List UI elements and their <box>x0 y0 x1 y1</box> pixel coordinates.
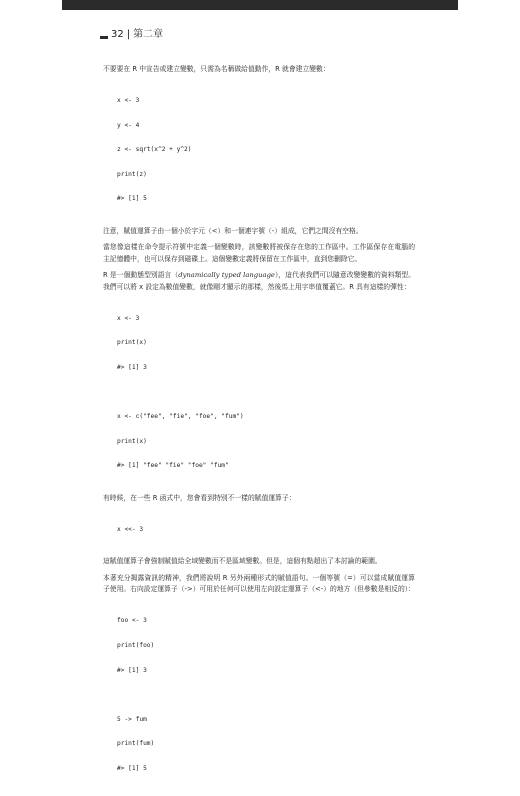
code-block-1 <box>117 81 415 220</box>
page-content <box>103 64 415 796</box>
code-line: #> [1] 5 <box>117 764 147 772</box>
code-line: x <- 3 <box>117 314 140 322</box>
code-line: print(x) <box>117 437 147 445</box>
code-line: #> [1] 3 <box>117 666 147 674</box>
code-line: print(z) <box>117 170 147 178</box>
code-line: #> [1] "fee" "fie" "foe" "fum" <box>117 462 229 470</box>
code-block-3 <box>117 509 415 550</box>
code-line <box>117 691 415 699</box>
paragraph-dynamic-typing <box>103 270 415 293</box>
code-line: print(fum) <box>117 740 155 748</box>
header-separator: | <box>126 29 131 40</box>
code-line <box>117 389 415 397</box>
dynamic-typing-text-end: ），這代表我們可以隨意改變變數的資料類型。我們可以將 x 設定為數值變數，就像剛才顯示的那樣，然後馬上用字串值覆蓋它。R 具有這樣的彈性： <box>103 271 415 291</box>
page-number: 32 <box>111 29 124 40</box>
code-line: #> [1] 3 <box>117 363 147 371</box>
code-line: print(foo) <box>117 641 155 649</box>
chapter-title: 第二章 <box>133 29 164 40</box>
code-line: y <- 4 <box>117 121 140 129</box>
paragraph-intro: 不要要在 R 中宣告或建立變數，只需為名稱做給值動作，R 就會建立變數： <box>103 65 330 73</box>
code-line: x <- 3 <box>117 96 140 104</box>
code-line: x <- c("fee", "fie", "foe", "fum") <box>117 413 244 421</box>
dynamic-typing-term: dynamically typed language <box>178 271 275 280</box>
paragraph-workspace: 當您像這樣在命令提示符號中定義一個變數時，該變數將被保存在您的工作區中。工作區保存在電腦的主記憶體中，也可以保存到磁碟上。這個變數定義將保留在工作區中，直到您刪除它。 <box>103 243 415 263</box>
code-line: foo <- 3 <box>117 617 147 625</box>
paragraph-other-forms: 本著充分揭露資訊的精神，我們將說明 R 另外兩種形式的賦值語句。一個等號（=）可以當成賦值運算子使用。右向設定運算子（->）可用於任何可以使用左向設定運算子（<-）的地方（但參數是相反的）： <box>103 573 415 594</box>
code-line: 5 -> fum <box>117 715 147 723</box>
code-line: #> [1] 5 <box>117 195 147 203</box>
running-header <box>100 25 163 41</box>
code-line: print(x) <box>117 339 147 347</box>
paragraph-global-assign: 有時候，在一些 R 函式中，您會看到特別不一樣的賦值運算子： <box>103 493 296 502</box>
top-edge-bar <box>62 0 458 10</box>
code-block-2 <box>117 298 415 487</box>
dynamic-typing-text-start: R 是一個動態型別語言（ <box>103 271 179 280</box>
code-line: z <- sqrt(x^2 + y^2) <box>117 146 192 154</box>
code-line: x <<- 3 <box>117 525 144 533</box>
paragraph-assignment-note: 注意，賦值運算子由一個小於字元（<）和一個連字號（-）組成，它們之間沒有空格。 <box>103 226 363 235</box>
header-marker <box>100 36 108 39</box>
paragraph-global-note: 這賦值運算子會強制賦值給全域變數而不是區域變數。但是，這個有點超出了本討論的範圍。 <box>103 557 382 566</box>
code-block-4 <box>117 601 415 790</box>
